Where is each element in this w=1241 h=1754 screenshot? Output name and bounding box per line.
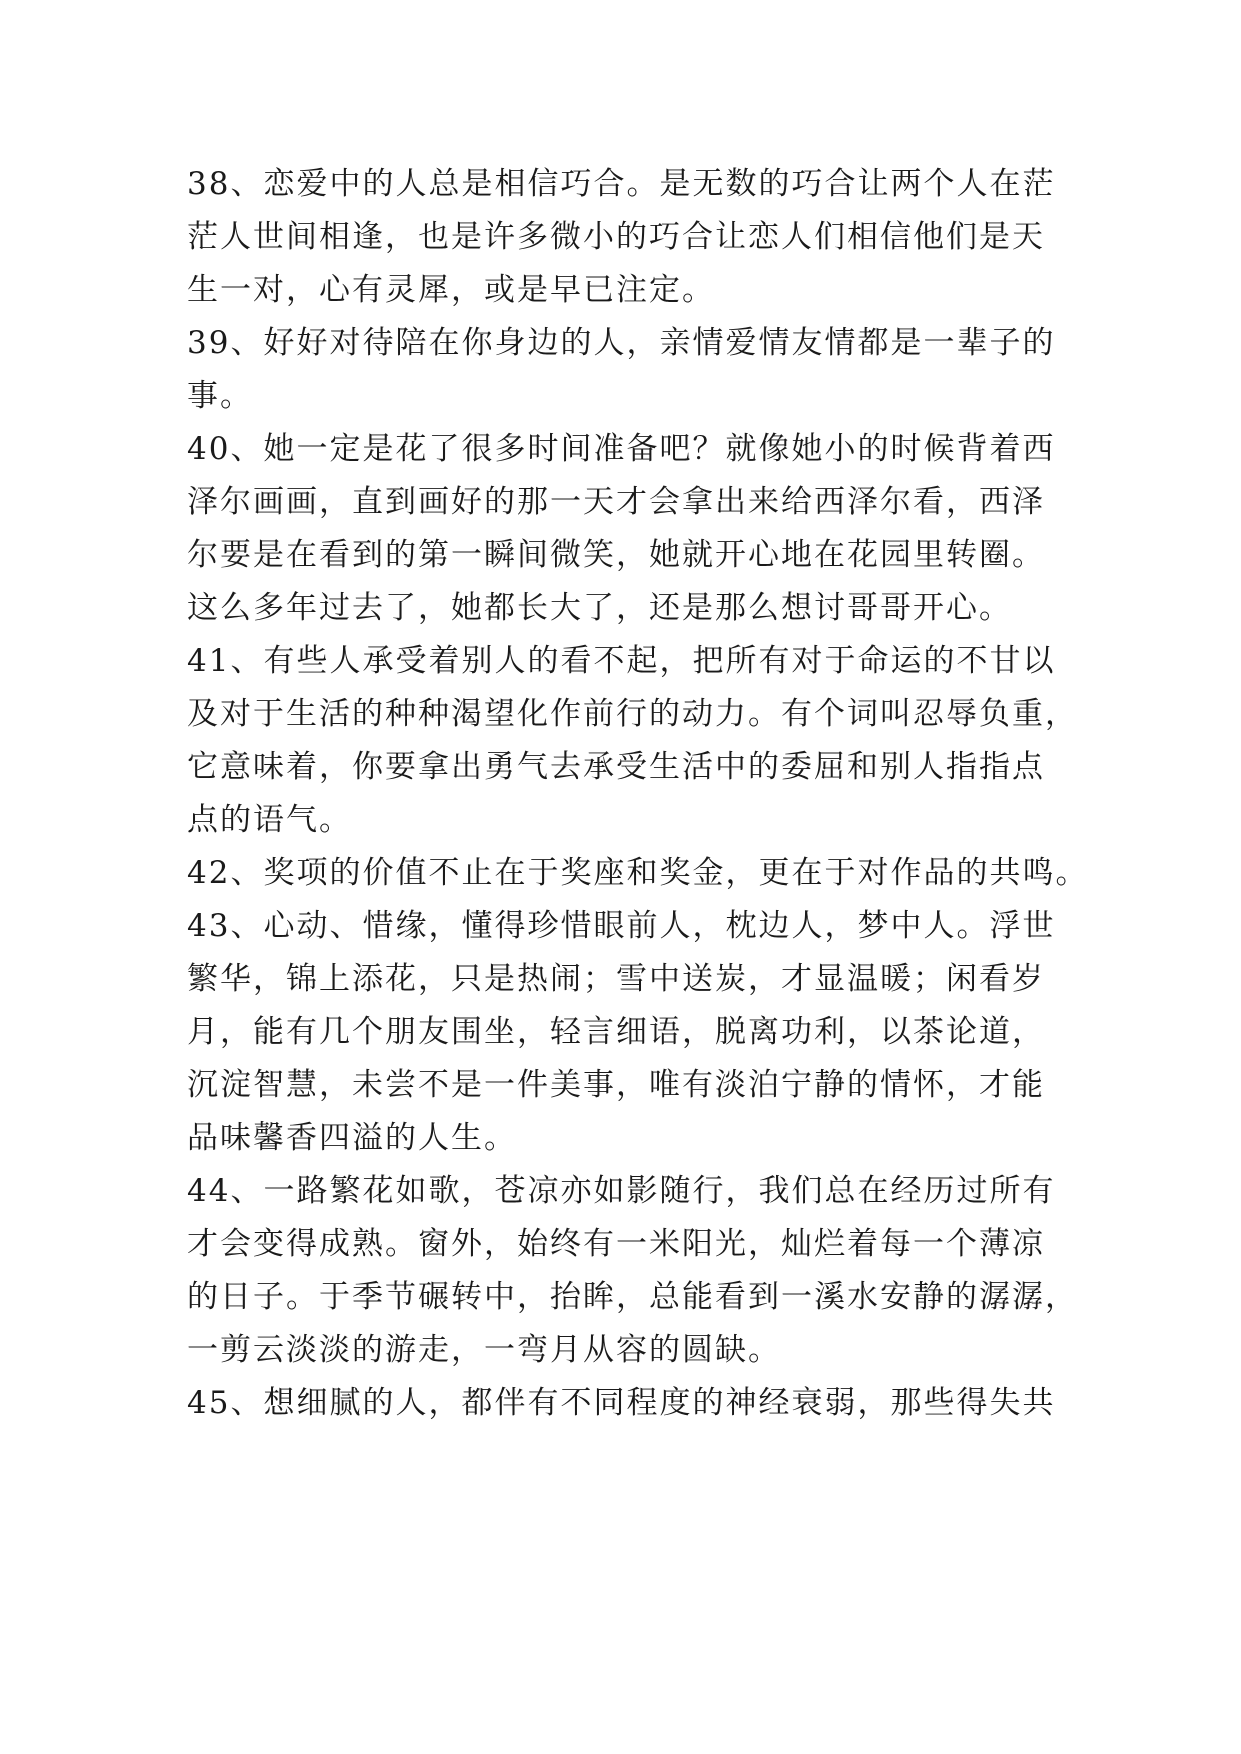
text-line: 38、恋爱中的人总是相信巧合。是无数的巧合让两个人在茫	[187, 166, 1056, 202]
text-line: 40、她一定是花了很多时间准备吧？就像她小的时候背着西	[187, 431, 1056, 467]
text-line: 茫人世间相逢，也是许多微小的巧合让恋人们相信他们是天	[187, 219, 1045, 255]
text-line: 沉淀智慧，未尝不是一件美事，唯有淡泊宁静的情怀，才能	[187, 1067, 1045, 1103]
text-line: 这么多年过去了，她都长大了，还是那么想讨哥哥开心。	[187, 590, 1012, 626]
text-line: 它意味着，你要拿出勇气去承受生活中的委屈和别人指指点	[187, 749, 1045, 785]
text-line: 事。	[187, 378, 253, 414]
text-line: 才会变得成熟。窗外，始终有一米阳光，灿烂着每一个薄凉	[187, 1226, 1045, 1262]
text-line: 39、好好对待陪在你身边的人，亲情爱情友情都是一辈子的	[187, 325, 1056, 361]
document-body	[187, 158, 1089, 1430]
text-line: 的日子。于季节碾转中，抬眸，总能看到一溪水安静的潺潺，	[187, 1279, 1078, 1315]
text-line: 尔要是在看到的第一瞬间微笑，她就开心地在花园里转圈。	[187, 537, 1045, 573]
text-line: 生一对，心有灵犀，或是早已注定。	[187, 272, 715, 308]
text-line: 41、有些人承受着别人的看不起，把所有对于命运的不甘以	[187, 643, 1056, 679]
text-line: 月，能有几个朋友围坐，轻言细语，脱离功利，以茶论道，	[187, 1014, 1045, 1050]
text-line: 43、心动、惜缘，懂得珍惜眼前人，枕边人，梦中人。浮世	[187, 908, 1056, 944]
text-line: 45、想细腻的人，都伴有不同程度的神经衰弱，那些得失共	[187, 1385, 1056, 1421]
text-line: 及对于生活的种种渴望化作前行的动力。有个词叫忍辱负重，	[187, 696, 1078, 732]
text-line: 繁华，锦上添花，只是热闹；雪中送炭，才显温暖；闲看岁	[187, 961, 1045, 997]
text-line: 44、一路繁花如歌，苍凉亦如影随行，我们总在经历过所有	[187, 1173, 1056, 1209]
text-line: 一剪云淡淡的游走，一弯月从容的圆缺。	[187, 1332, 781, 1368]
text-line: 42、奖项的价值不止在于奖座和奖金，更在于对作品的共鸣。	[187, 855, 1089, 891]
text-line: 品味馨香四溢的人生。	[187, 1120, 517, 1156]
text-line: 点的语气。	[187, 802, 352, 838]
text-line: 泽尔画画，直到画好的那一天才会拿出来给西泽尔看，西泽	[187, 484, 1045, 520]
